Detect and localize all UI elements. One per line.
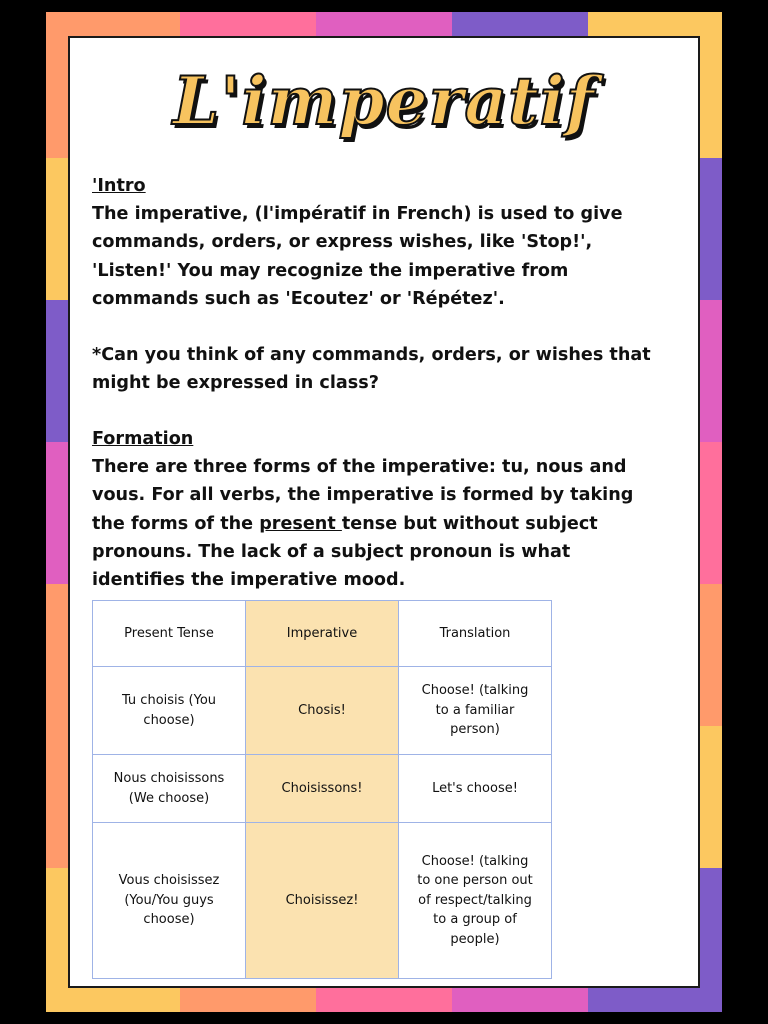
- formation-section: [92, 425, 658, 594]
- table-cell: Let's choose!: [399, 755, 552, 823]
- conjugation-table: [92, 600, 552, 979]
- frame-segment: [46, 158, 68, 300]
- table-cell: Choose! (talking to a familiar person): [399, 667, 552, 755]
- frame-segment: [700, 158, 722, 300]
- page-title: L'imperatif: [172, 62, 596, 140]
- table-header-row: [93, 601, 552, 667]
- formation-paragraph: [92, 453, 658, 594]
- table-cell: Choisissons!: [246, 755, 399, 823]
- table-cell: Nous choisissons (We choose): [93, 755, 246, 823]
- frame-segment: [700, 868, 722, 1012]
- frame-segment: [180, 988, 316, 1012]
- frame-segment: [46, 300, 68, 442]
- table-cell: Choose! (talking to one person out of respect/talking to a group of people): [399, 823, 552, 979]
- frame-segment: [700, 726, 722, 868]
- intro-question: *Can you think of any commands, orders, or wishes that might be expressed in class?: [92, 345, 651, 394]
- intro-heading: 'Intro: [92, 176, 146, 196]
- frame-segment: [46, 442, 68, 584]
- table-row: [93, 755, 552, 823]
- table-cell: Vous choisissez (You/You guys choose): [93, 823, 246, 979]
- formation-heading: Formation: [92, 429, 194, 449]
- frame-segment: [316, 12, 452, 36]
- frame-segment: [700, 442, 722, 584]
- table-row: [93, 823, 552, 979]
- table-row: [93, 667, 552, 755]
- table-cell: Chosis!: [246, 667, 399, 755]
- table-cell: Choisissez!: [246, 823, 399, 979]
- frame-segment: [700, 584, 722, 726]
- table-cell: Tu choisis (You choose): [93, 667, 246, 755]
- frame-segment: [180, 12, 316, 36]
- frame-segment: [46, 584, 68, 726]
- frame-segment: [452, 12, 588, 36]
- formation-text-start: There are three forms of the imperative: tu, nous and vous. For all verbs, the imperative is formed by taking the forms of the: [92, 457, 634, 534]
- table-header-cell: Translation: [399, 601, 552, 667]
- formation-underlined-word: present: [259, 513, 342, 534]
- frame-segment: [46, 726, 68, 868]
- frame-segment: [316, 988, 452, 1012]
- formation-text-end: tense but without subject pronouns. The lack of a subject pronoun is what identifies the imperative mood.: [92, 513, 598, 591]
- table-header-cell: Present Tense: [93, 601, 246, 667]
- intro-paragraph: The imperative, (l'impératif in French) is used to give commands, orders, or express wishes, like 'Stop!', 'Listen!' You may recognize the imperative from commands such as 'Ecoutez' or 'Répétez'.: [92, 204, 623, 309]
- frame-segment: [46, 868, 68, 1012]
- frame-segment: [452, 988, 588, 1012]
- table-header-cell: Imperative: [246, 601, 399, 667]
- intro-section: [92, 172, 658, 398]
- frame-segment: [700, 300, 722, 442]
